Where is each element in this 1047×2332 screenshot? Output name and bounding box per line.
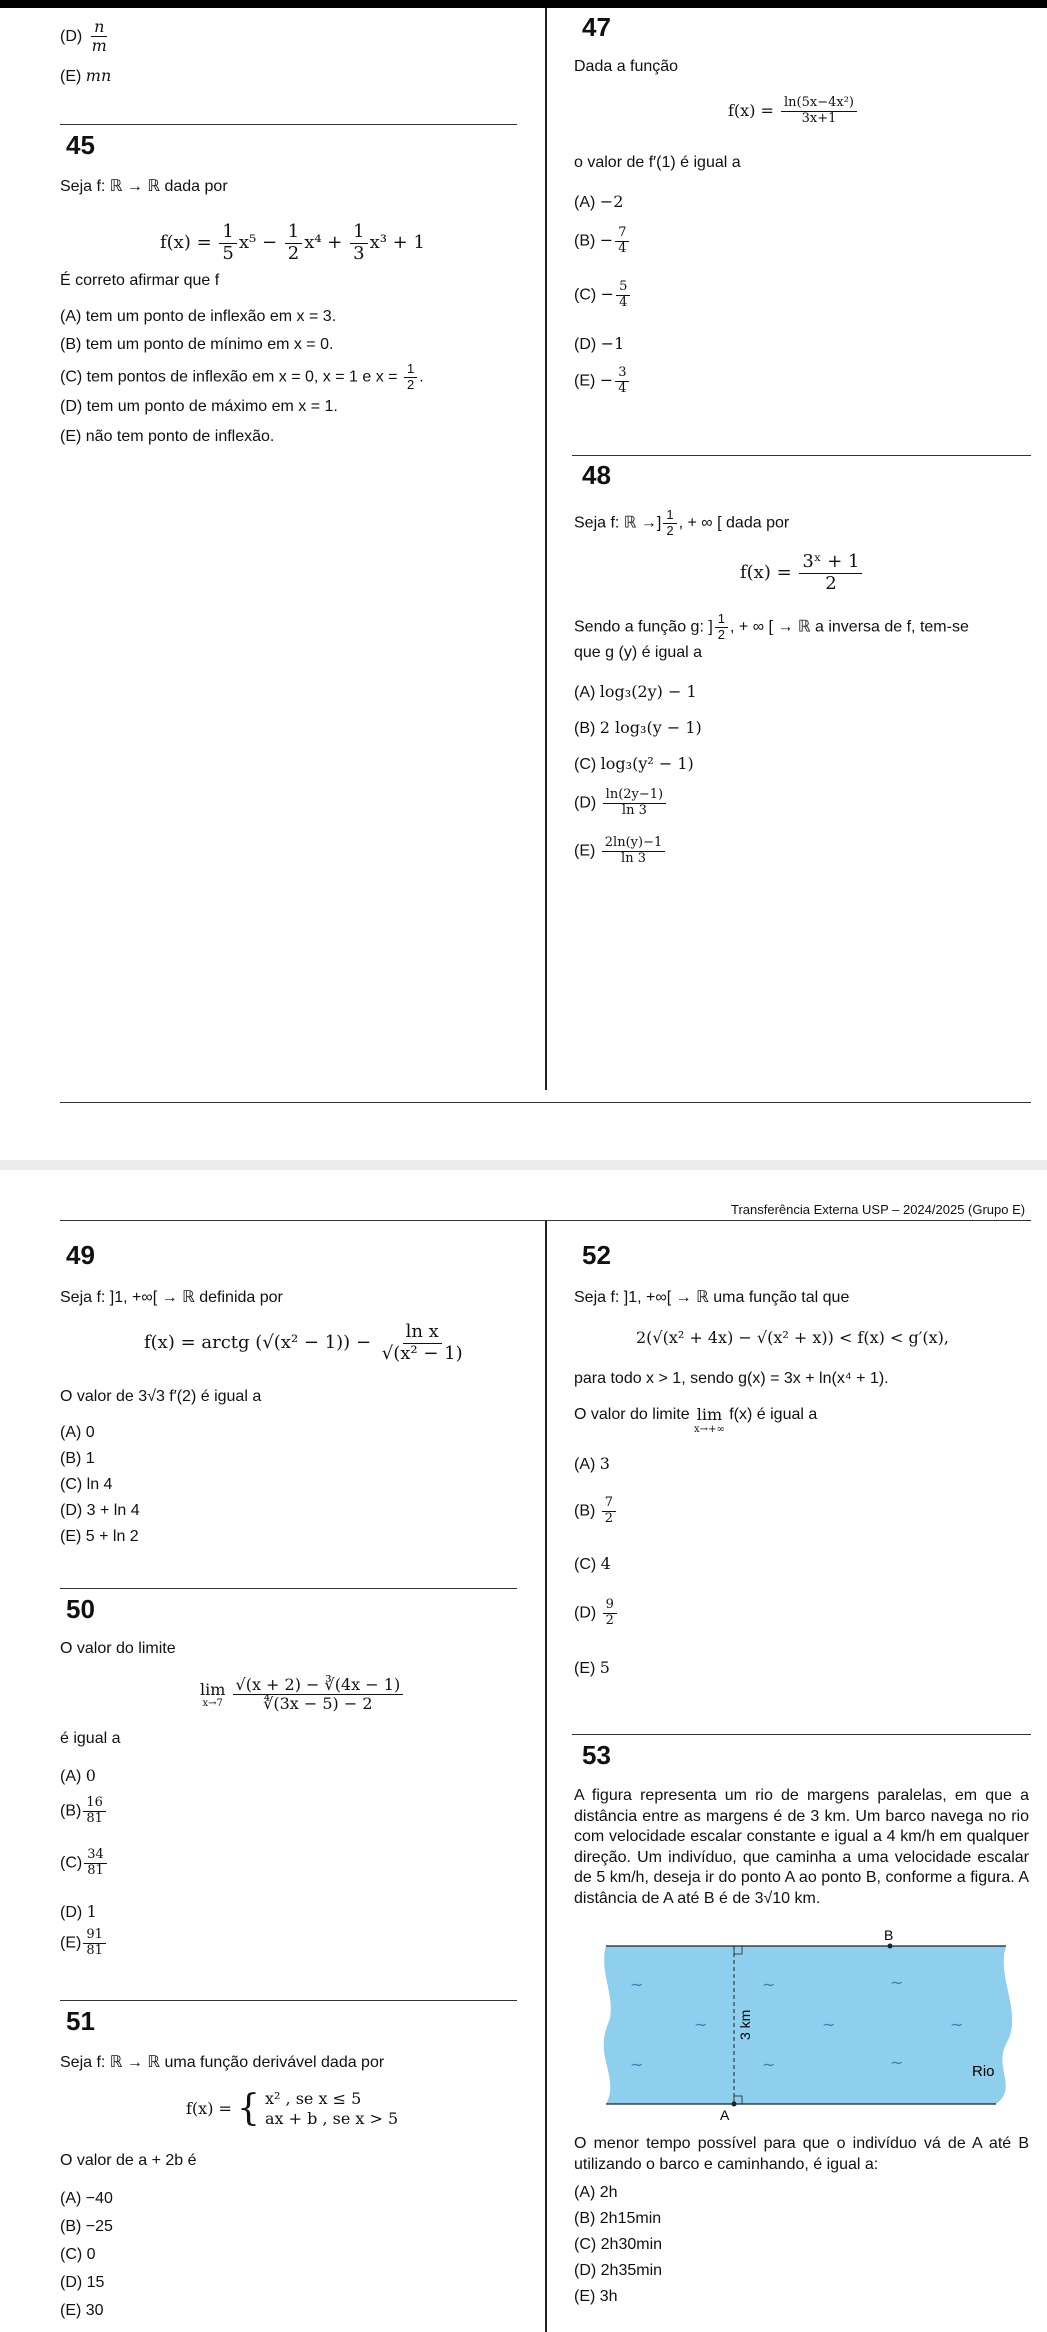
q51-stem: O valor de a + 2b é xyxy=(60,2152,197,2169)
wave-icon: ~ xyxy=(950,2015,964,2034)
q53-option-a: (A) 2h xyxy=(574,2184,618,2201)
q47-option-b: (B) − $\frac{7}{4}$ xyxy=(574,226,631,257)
column-divider xyxy=(545,8,547,1090)
q48-option-c: (C) log₃(y² − 1) xyxy=(574,754,694,773)
top-border xyxy=(0,0,1047,8)
q48-intro: Seja f: ℝ →] $\frac{1}{2}$ , + ∞ [ dada por xyxy=(574,507,790,538)
q47-intro: Dada a função xyxy=(574,58,679,75)
point-b xyxy=(888,1944,893,1949)
column-divider xyxy=(545,1221,547,2332)
label-river: Rio xyxy=(972,2063,995,2080)
label-b: B xyxy=(884,1928,894,1943)
q50-option-e: (E) $\frac{91}{81}$ xyxy=(60,1928,108,1959)
q47-option-e: (E) − $\frac{3}{4}$ xyxy=(574,366,631,397)
q48-option-a: (A) log₃(2y) − 1 xyxy=(574,682,697,701)
q49-number: 49 xyxy=(66,1240,95,1270)
q52-option-e: (E) 5 xyxy=(574,1658,610,1677)
separator xyxy=(60,124,517,125)
q53-option-d: (D) 2h35min xyxy=(574,2262,663,2279)
q49-intro: Seja f: ]1, +∞[ → ℝ definida por xyxy=(60,1289,283,1306)
q50-stem: é igual a xyxy=(60,1730,121,1747)
q45-number: 45 xyxy=(66,130,95,160)
label-width: 3 km xyxy=(737,2009,753,2040)
separator xyxy=(572,455,1031,456)
q50-option-d: (D) 1 xyxy=(60,1902,97,1921)
q45-option-e: (E) não tem ponto de inflexão. xyxy=(60,428,275,445)
q49-option-a: (A) 0 xyxy=(60,1424,95,1441)
q48-stem: Sendo a função g: ] $\frac{1}{2}$ , + ∞ [ → ℝ a inversa de f, tem-se xyxy=(574,611,969,642)
q52-stem: O valor do limite lim x→+∞ f(x) é igual a xyxy=(574,1405,818,1435)
q50-option-b: (B) $\frac{16}{81}$ xyxy=(60,1796,108,1827)
label-a: A xyxy=(720,2107,730,2123)
q51-option-c: (C) 0 xyxy=(60,2246,96,2263)
q49-option-d: (D) 3 + ln 4 xyxy=(60,1502,140,1519)
q53-option-b: (B) 2h15min xyxy=(574,2210,662,2227)
q49-stem: O valor de 3√3 f′(2) é igual a xyxy=(60,1388,262,1405)
q45-stem: É correto afirmar que f xyxy=(60,272,220,289)
wave-icon: ~ xyxy=(762,2055,776,2074)
q50-option-a: (A) 0 xyxy=(60,1766,96,1785)
point-a xyxy=(732,2102,737,2107)
q53-paragraph: A figura representa um rio de margens paralelas, em que a distância entre as margens é de 3 km. Um barco navega no rio com velocidade escalar constante e igual a 4 km/h em qualquer direção. Um indivíduo, que caminha a uma velocidade escalar de 5 km/h, deseja ir do ponto A ao ponto B, conforme a figura. A distância de A até B é de 3√10 km. xyxy=(574,1787,1029,1907)
q50-intro: O valor do limite xyxy=(60,1640,176,1657)
running-header: Transferência Externa USP – 2024/2025 (Grupo E) xyxy=(731,1202,1026,1217)
q45-formula: f(x) = $\frac{1}{5}$ x⁵ − $\frac{1}{2}$ x⁴ + $\frac{1}{3}$ x³ + 1 xyxy=(160,221,425,264)
q47-formula: f(x) = $\frac{\text{ln(5x−4x²)}}{3x+1}$ xyxy=(728,96,859,127)
page-gap xyxy=(0,1160,1047,1170)
wave-icon: ~ xyxy=(694,2015,708,2034)
q52-option-c: (C) 4 xyxy=(574,1554,611,1573)
q51-option-a: (A) −40 xyxy=(60,2190,113,2207)
q48-stem-cont: que g (y) é igual a xyxy=(574,644,703,661)
q45-intro: Seja f: ℝ → ℝ dada por xyxy=(60,178,228,195)
q44-option-d: (D) $\frac{n}{m}$ xyxy=(60,17,107,56)
q47-option-c: (C) − $\frac{5}{4}$ xyxy=(574,280,632,311)
separator xyxy=(60,1588,517,1589)
separator xyxy=(572,1734,1031,1735)
q51-intro: Seja f: ℝ → ℝ uma função derivável dada por xyxy=(60,2054,385,2071)
page-bottom-rule xyxy=(60,1102,1031,1103)
wave-icon: ~ xyxy=(890,2053,904,2072)
q49-formula: f(x) = arctg (√(x² − 1)) − $\frac{\text{ln x}}{\text{√(x² − 1)}}$ xyxy=(144,1321,463,1364)
q45-option-c: (C) tem pontos de inflexão em x = 0, x = 1 e x = $\frac{1}{2}$ . xyxy=(60,361,424,392)
wave-icon: ~ xyxy=(630,1975,644,1994)
q51-option-b: (B) −25 xyxy=(60,2218,113,2235)
wave-icon: ~ xyxy=(630,2055,644,2074)
q52-condition: para todo x > 1, sendo g(x) = 3x + ln(x⁴ + 1). xyxy=(574,1370,889,1387)
q52-option-b: (B) $\frac{7}{2}$ xyxy=(574,1496,618,1527)
q49-option-e: (E) 5 + ln 2 xyxy=(60,1528,139,1545)
q53-stem: O menor tempo possível para que o indivíduo vá de A até B utilizando o barco e caminhando, é igual a: xyxy=(574,2135,1029,2173)
q50-number: 50 xyxy=(66,1594,95,1624)
river-figure xyxy=(598,1928,1030,2124)
wave-icon: ~ xyxy=(890,1973,904,1992)
q44-option-e: (E) mn xyxy=(60,66,112,85)
q47-stem: o valor de f′(1) é igual a xyxy=(574,154,741,171)
q51-number: 51 xyxy=(66,2006,95,2036)
q51-option-e: (E) 30 xyxy=(60,2302,104,2319)
q45-option-d: (D) tem um ponto de máximo em x = 1. xyxy=(60,398,338,415)
wave-icon: ~ xyxy=(762,1975,776,1994)
q50-option-c: (C) $\frac{34}{81}$ xyxy=(60,1848,109,1879)
q53-option-c: (C) 2h30min xyxy=(574,2236,663,2253)
q47-option-d: (D) −1 xyxy=(574,334,625,353)
q47-option-a: (A) −2 xyxy=(574,192,624,211)
q52-intro: Seja f: ]1, +∞[ → ℝ uma função tal que xyxy=(574,1289,850,1306)
q52-option-a: (A) 3 xyxy=(574,1454,610,1473)
q53-number: 53 xyxy=(582,1740,611,1770)
q51-option-d: (D) 15 xyxy=(60,2274,105,2291)
q49-option-c: (C) ln 4 xyxy=(60,1476,113,1493)
q53-option-e: (E) 3h xyxy=(574,2288,618,2305)
q50-formula: lim x→7 $\frac{√(x + 2) - ∛(4x - 1)}{∜(3x - 5) - 2}$ xyxy=(200,1676,405,1714)
q52-option-d: (D) $\frac{9}{2}$ xyxy=(574,1598,619,1629)
q49-option-b: (B) 1 xyxy=(60,1450,95,1467)
q48-formula: f(x) = $\frac{\text{3ˣ + 1}}{2}$ xyxy=(740,552,864,594)
q51-formula: f(x) = { x² , se x ≤ 5 ax + b , se x > 5 xyxy=(186,2088,399,2129)
q52-inequality: 2(√(x² + 4x) − √(x² + x)) < f(x) < g′(x), xyxy=(636,1328,949,1347)
wave-icon: ~ xyxy=(822,2015,836,2034)
q47-number: 47 xyxy=(582,12,611,42)
q52-number: 52 xyxy=(582,1240,611,1270)
separator xyxy=(60,2000,517,2001)
q45-option-a: (A) tem um ponto de inflexão em x = 3. xyxy=(60,308,337,325)
q48-option-d: (D) $\frac{\ln(2y-1)}{\ln 3}$ xyxy=(574,788,668,819)
q48-option-e: (E) $\frac{2\ln(y)-1}{\ln 3}$ xyxy=(574,836,667,867)
q48-option-b: (B) 2 log₃(y − 1) xyxy=(574,718,702,737)
q45-option-b: (B) tem um ponto de mínimo em x = 0. xyxy=(60,336,334,353)
q48-number: 48 xyxy=(582,460,611,490)
